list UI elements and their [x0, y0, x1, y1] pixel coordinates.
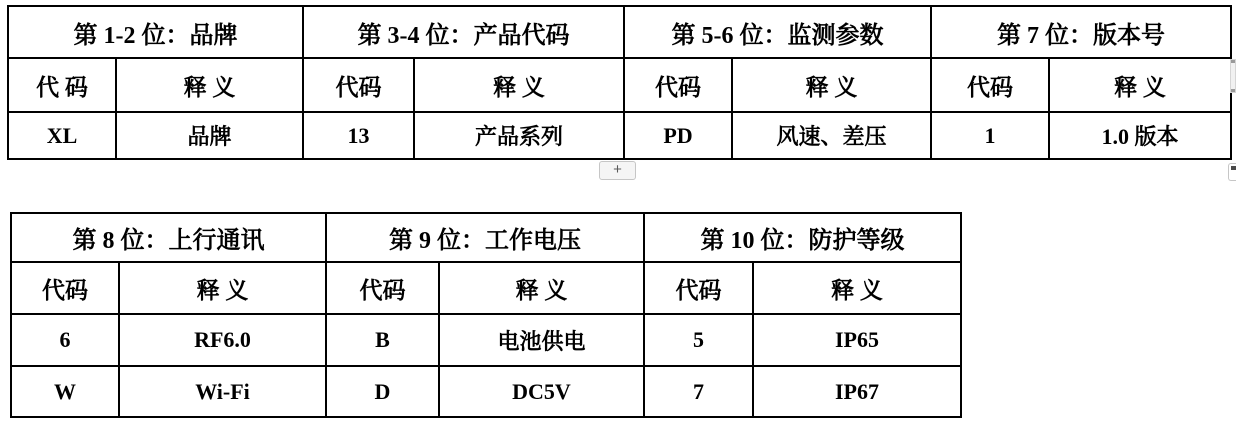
cell-param-code: PD [624, 112, 732, 159]
header-meaning-2: 释 义 [414, 58, 624, 112]
group-title-row [8, 6, 1231, 58]
header-code-3: 代码 [644, 262, 753, 314]
group-title-working-voltage: 第 9 位：工作电压 [326, 213, 644, 262]
cell-comm-code: 6 [11, 314, 119, 366]
header-meaning-3: 释 义 [732, 58, 931, 112]
cell-comm-meaning: RF6.0 [119, 314, 326, 366]
cell-brand-code: XL [8, 112, 116, 159]
group-title-uplink-comm: 第 8 位：上行通讯 [11, 213, 326, 262]
header-code-1: 代 码 [8, 58, 116, 112]
cell-ip-meaning: IP65 [753, 314, 961, 366]
cell-voltage-meaning: DC5V [439, 366, 644, 417]
header-meaning-4: 释 义 [1049, 58, 1231, 112]
cell-ip-code: 5 [644, 314, 753, 366]
group-title-version: 第 7 位：版本号 [931, 6, 1231, 58]
scrollbar-up-arrow-icon [1231, 60, 1235, 63]
header-meaning-3: 释 义 [753, 262, 961, 314]
cell-comm-code: W [11, 366, 119, 417]
cell-ip-code: 7 [644, 366, 753, 417]
header-code-2: 代码 [303, 58, 414, 112]
cell-version-meaning: 1.0 版本 [1049, 112, 1231, 159]
header-meaning-1: 释 义 [116, 58, 303, 112]
cell-comm-meaning: Wi-Fi [119, 366, 326, 417]
header-code-3: 代码 [624, 58, 732, 112]
cell-voltage-code: B [326, 314, 439, 366]
cell-ip-meaning: IP67 [753, 366, 961, 417]
table-row [11, 314, 961, 366]
clipped-table-handle-button[interactable] [1228, 163, 1236, 181]
group-title-row [11, 213, 961, 262]
cell-voltage-meaning: 电池供电 [439, 314, 644, 366]
product-code-table-positions-8-10 [10, 212, 962, 418]
cell-voltage-code: D [326, 366, 439, 417]
column-header-row [11, 262, 961, 314]
group-title-product-code: 第 3-4 位：产品代码 [303, 6, 624, 58]
group-title-protection-level: 第 10 位：防护等级 [644, 213, 961, 262]
scrollbar-down-arrow-icon [1231, 89, 1235, 92]
cell-version-code: 1 [931, 112, 1049, 159]
group-title-brand: 第 1-2 位：品牌 [8, 6, 303, 58]
header-code-1: 代码 [11, 262, 119, 314]
vertical-scrollbar[interactable] [1230, 59, 1236, 93]
header-meaning-1: 释 义 [119, 262, 326, 314]
table-row [8, 112, 1231, 159]
cell-product-meaning: 产品系列 [414, 112, 624, 159]
cell-param-meaning: 风速、差压 [732, 112, 931, 159]
clipped-handle-icon [1231, 166, 1236, 170]
product-code-table-positions-1-7 [7, 5, 1232, 160]
group-title-monitor-param: 第 5-6 位：监测参数 [624, 6, 931, 58]
insert-row-button[interactable]: + [599, 161, 636, 180]
header-code-4: 代码 [931, 58, 1049, 112]
cell-brand-meaning: 品牌 [116, 112, 303, 159]
column-header-row [8, 58, 1231, 112]
cell-product-code: 13 [303, 112, 414, 159]
header-meaning-2: 释 义 [439, 262, 644, 314]
header-code-2: 代码 [326, 262, 439, 314]
table-row [11, 366, 961, 417]
